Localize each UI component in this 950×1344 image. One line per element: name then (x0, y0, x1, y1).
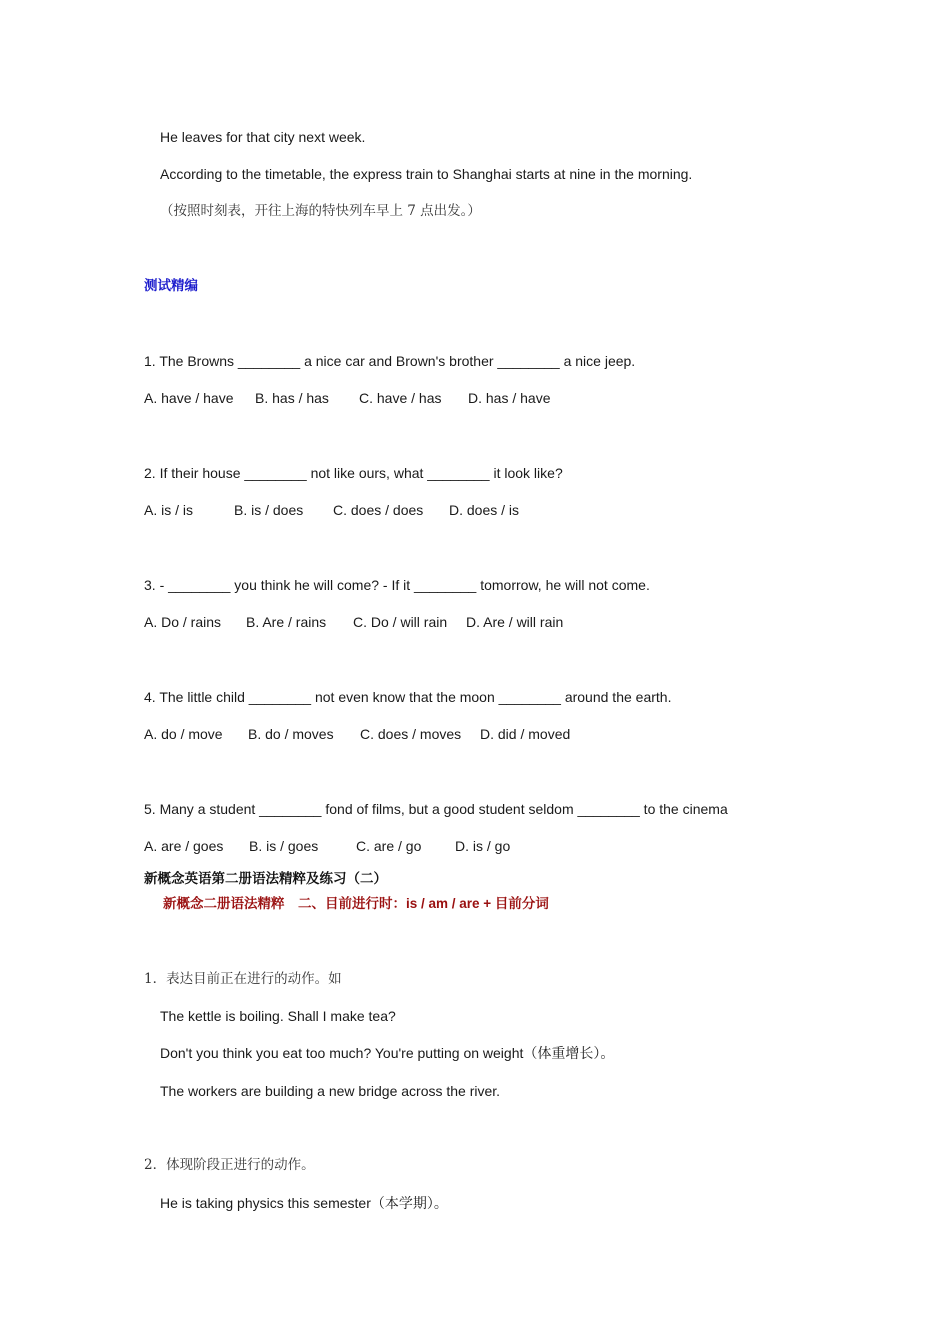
option-c: C. have / has (359, 390, 442, 406)
document-title: 新概念英语第二册语法精粹及练习（二） (144, 871, 387, 886)
question-5: 5. Many a student ________ fond of films, but a good student seldom ________ to the cinema (144, 801, 728, 817)
example-line: Don't you think you eat too much? You're putting on weight（体重增长）。 (160, 1045, 615, 1061)
option-a: A. is / is (144, 502, 194, 518)
option-c: C. are / go (356, 838, 422, 854)
section-subtitle: 新概念二册语法精粹 二、目前进行时：is / am / are + 目前分词 (163, 896, 549, 911)
option-c: C. Do / will rain (353, 614, 448, 630)
option-a: A. Do / rains (144, 614, 222, 630)
option-b: B. Are / rains (246, 614, 327, 630)
option-b: B. has / has (255, 390, 329, 406)
quiz-heading: 测试精编 (144, 278, 198, 293)
question-4: 4. The little child ________ not even know that the moon ________ around the earth. (144, 689, 672, 705)
example-line: The workers are building a new bridge across the river. (160, 1083, 501, 1099)
option-b: B. is / does (234, 502, 304, 518)
intro-line-1: He leaves for that city next week. (160, 129, 366, 145)
option-a: A. have / have (144, 390, 234, 406)
option-d: D. does / is (449, 502, 520, 518)
intro-line-3: （按照时刻表，开往上海的特快列车早上 7 点出发。） (160, 203, 481, 219)
option-a: A. are / goes (144, 838, 224, 854)
option-c: C. does / does (333, 502, 424, 518)
option-b: B. is / goes (249, 838, 319, 854)
option-d: D. has / have (468, 390, 551, 406)
option-a: A. do / move (144, 726, 223, 742)
example-line: He is taking physics this semester（本学期）。 (160, 1195, 448, 1211)
point-1-heading: 1．表达目前正在进行的动作。如 (144, 971, 342, 987)
option-d: D. is / go (455, 838, 511, 854)
question-1: 1. The Browns ________ a nice car and Brown's brother ________ a nice jeep. (144, 353, 636, 369)
option-c: C. does / moves (360, 726, 462, 742)
question-3: 3. - ________ you think he will come? - If it ________ tomorrow, he will not come. (144, 577, 650, 593)
question-2: 2. If their house ________ not like ours, what ________ it look like? (144, 465, 563, 481)
point-2-heading: 2．体现阶段正进行的动作。 (144, 1157, 315, 1173)
option-d: D. did / moved (480, 726, 571, 742)
example-line: The kettle is boiling. Shall I make tea? (160, 1008, 396, 1024)
intro-line-2: According to the timetable, the express train to Shanghai starts at nine in the morning. (160, 166, 693, 182)
option-d: D. Are / will rain (466, 614, 564, 630)
option-b: B. do / moves (248, 726, 334, 742)
